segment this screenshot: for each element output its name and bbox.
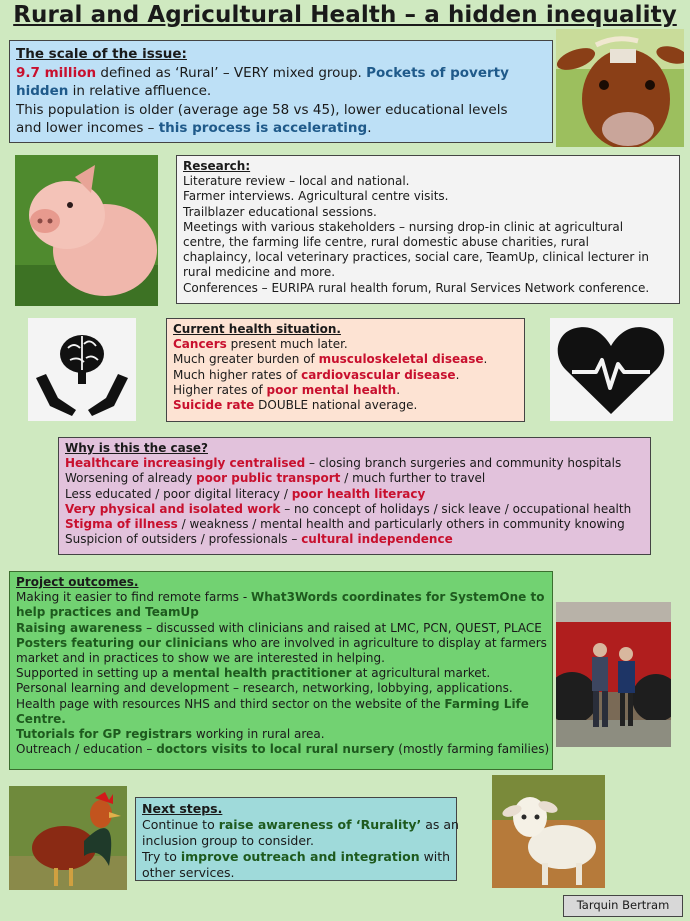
scale-line-1: 9.7 million defined as ‘Rural’ – VERY mixed group. Pockets of poverty (16, 64, 509, 81)
outcomes-line: Supported in setting up a mental health practitioner at agricultural market. (16, 666, 491, 681)
outcomes-line: Tutorials for GP registrars working in rural area. (16, 727, 325, 742)
brain-in-hands-icon (28, 318, 136, 421)
research-line: Literature review – local and national. (183, 174, 410, 189)
research-line: chaplaincy, local veterinary practices, social care, TeamUp, clinical lecturer in (183, 250, 650, 265)
research-line: Farmer interviews. Agricultural centre visits. (183, 189, 449, 204)
why-line-5: Stigma of illness / weakness / mental health and particularly others in community knowing (65, 517, 625, 532)
cow-photo (556, 29, 684, 147)
current-health-box (166, 318, 525, 422)
piglet-photo (15, 155, 158, 306)
scale-heading: The scale of the issue: (16, 46, 187, 62)
heart-pulse-icon (550, 318, 673, 421)
page-title: Rural and Agricultural Health – a hidden inequality (13, 2, 677, 28)
why-line-6: Suspicion of outsiders / professionals – cultural independence (65, 532, 453, 547)
outcomes-line: Raising awareness – discussed with clinicians and raised at LMC, PCN, QUEST, PLACE (16, 620, 542, 635)
health-line-mental: Higher rates of poor mental health. (173, 382, 401, 397)
research-line: rural medicine and more. (183, 265, 336, 280)
health-heading: Current health situation. (173, 322, 341, 336)
why-line-2: Worsening of already poor public transport / much further to travel (65, 471, 486, 486)
health-line-msk: Much greater burden of musculoskeletal disease. (173, 352, 488, 367)
scale-line-3: This population is older (average age 58 vs 45), lower educational levels (16, 101, 508, 118)
outcomes-line: help practices and TeamUp (16, 605, 199, 620)
next-steps-box (135, 797, 457, 881)
research-box (176, 155, 680, 304)
why-line-3: Less educated / poor digital literacy / poor health literacy (65, 486, 426, 501)
rooster-photo (9, 786, 127, 890)
farmers-tractor-photo (556, 602, 671, 747)
why-line-4: Very physical and isolated work – no concept of holidays / sick leave / occupational health (65, 501, 632, 516)
health-line-cardio: Much higher rates of cardiovascular disease. (173, 367, 460, 382)
research-line: Meetings with various stakeholders – nursing drop-in clinic at agricultural (183, 219, 624, 234)
project-outcomes-box (9, 571, 553, 770)
research-line: centre, the farming life centre, rural domestic abuse charities, rural (183, 235, 589, 250)
outcomes-line: Centre. (16, 711, 66, 726)
health-line-cancers: Cancers present much later. (173, 337, 348, 352)
outcomes-line: Making it easier to find remote farms - What3Words coordinates for SystemOne to (16, 590, 545, 605)
outcomes-line: Personal learning and development – research, networking, lobbying, applications. (16, 681, 513, 696)
research-line: Trailblazer educational sessions. (183, 204, 377, 219)
why-line-1: Healthcare increasingly centralised – closing branch surgeries and community hospitals (65, 456, 622, 471)
why-heading: Why is this the case? (65, 441, 208, 455)
scale-line-4: and lower incomes – this process is accelerating. (16, 120, 372, 136)
outcomes-heading: Project outcomes. (16, 575, 139, 589)
scale-of-issue-box (9, 40, 553, 143)
outcomes-line: Posters featuring our clinicians who are involved in agriculture to display at farmers (16, 635, 547, 650)
next-heading: Next steps. (142, 801, 223, 816)
outcomes-line: market and in practices to show we are interested in helping. (16, 651, 385, 666)
outcomes-line: Health page with resources NHS and third sector on the website of the Farming Life (16, 696, 529, 711)
research-heading: Research: (183, 159, 251, 173)
scale-line-2: hidden in relative affluence. (16, 83, 212, 99)
lamb-photo (492, 775, 605, 888)
next-line: other services. (142, 865, 235, 880)
next-line: Try to improve outreach and integration with (142, 849, 451, 864)
health-line-suicide: Suicide rate DOUBLE national average. (173, 398, 418, 413)
why-is-this-box (58, 437, 651, 555)
next-line: inclusion group to consider. (142, 833, 315, 848)
research-line: Conferences – EURIPA rural health forum, Rural Services Network conference. (183, 280, 650, 295)
author-label: Tarquin Bertram (563, 895, 683, 917)
next-line: Continue to raise awareness of ‘Rurality’ as an (142, 817, 459, 832)
outcomes-line: Outreach / education – doctors visits to local rural nursery (mostly farming families) (16, 742, 550, 757)
